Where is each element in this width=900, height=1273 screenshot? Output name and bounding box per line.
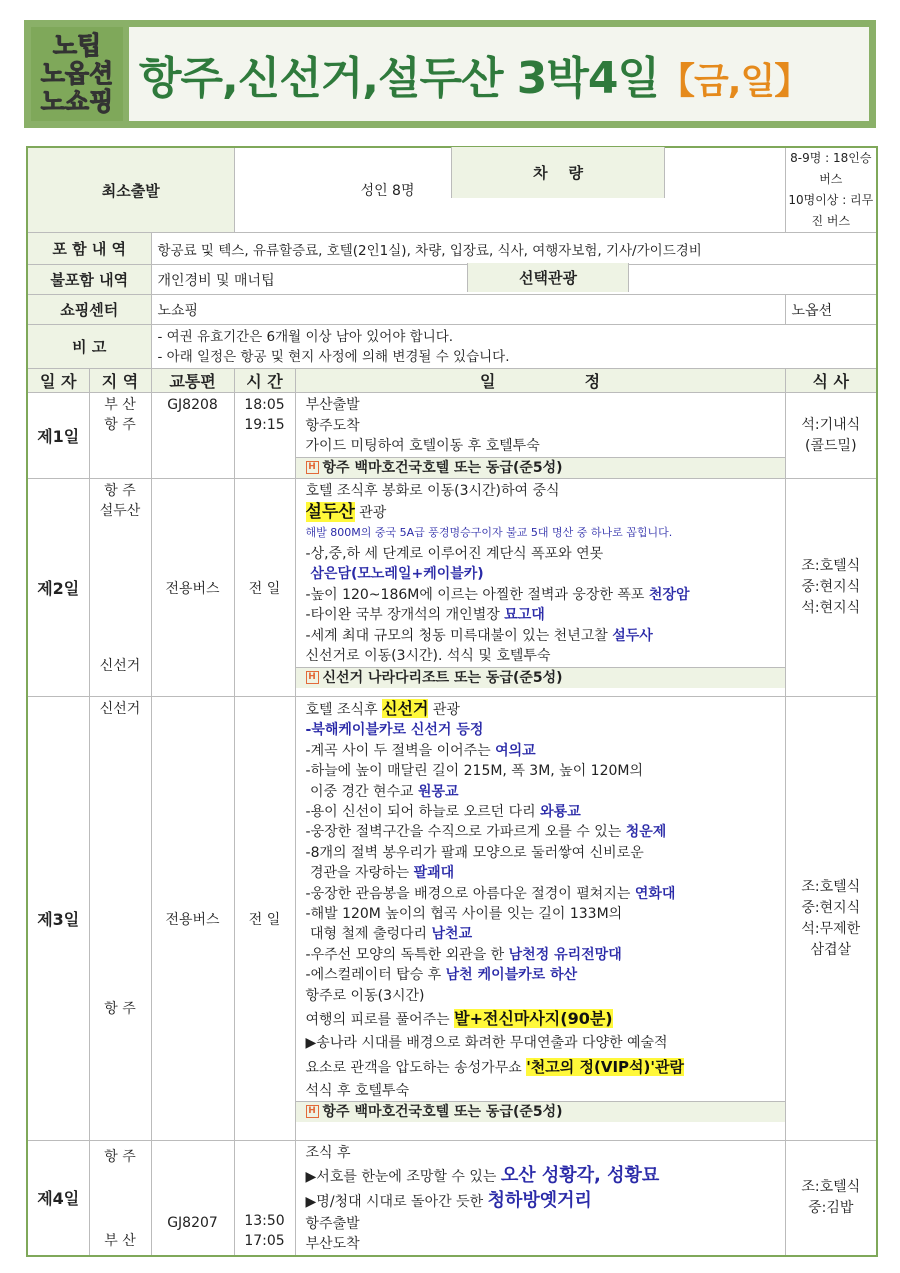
attraction: 남천 케이블카로 하산 (445, 967, 578, 984)
highlight: 설두산 (305, 501, 355, 522)
day2-row (27, 479, 877, 697)
schedule-line (306, 945, 779, 965)
schedule-line: 부산출발 (305, 397, 360, 413)
option-label: 선택관광 (467, 263, 629, 292)
attraction: 오산 성황각, 성황묘 (500, 1164, 660, 1186)
schedule-line (306, 802, 779, 822)
schedule-line (306, 884, 779, 904)
min-departure-text: 성인 8명 (360, 183, 415, 199)
attraction: 와룡교 (540, 804, 581, 821)
meal: 석:현지식 (801, 600, 861, 616)
hotel-name: 항주 백마호건국호텔 또는 동급(준5성) (322, 459, 563, 476)
time: 19:15 (244, 417, 285, 433)
note-line: - 아래 일정은 항공 및 현지 사정에 의해 변경될 수 있습니다. (157, 348, 510, 365)
region: 설두산 (99, 503, 141, 519)
col-transport: 교통편 (151, 369, 234, 393)
col-day: 일 자 (27, 369, 89, 393)
schedule-line: 항주도착 (305, 417, 360, 434)
col-region: 지 역 (89, 369, 151, 393)
schedule-line (306, 863, 779, 883)
region-cell (89, 393, 151, 479)
attraction: 청하방옛거리 (487, 1189, 592, 1211)
meal: (콜드밀) (805, 437, 857, 454)
include-label: 포 함 내 역 (27, 233, 151, 265)
schedule-line: -하늘에 높이 매달린 길이 215M, 폭 3M, 높이 120M의 (305, 763, 644, 780)
meal: 석:기내식 (801, 416, 861, 433)
highlight: 신선거 (382, 699, 429, 718)
schedule-cell (295, 479, 785, 697)
meal: 조:호텔식 (801, 558, 861, 574)
schedule-line: 가이드 미팅하여 호텔이동 후 호텔투숙 (305, 438, 540, 454)
schedule-line: 해발 800M의 중국 5A급 풍경명승구이자 불교 5대 명산 중 하나로 꼽힙니다. (305, 526, 673, 539)
note-label: 비 고 (27, 325, 151, 369)
schedule-cell (295, 697, 785, 1141)
text: 관광 (354, 504, 387, 521)
meal: 중:현지식 (801, 899, 861, 916)
schedule-line (306, 1164, 779, 1189)
text: -용이 신선이 되어 하늘로 오르던 다리 (305, 804, 541, 821)
transport-cell: 전용버스 (151, 697, 234, 1141)
time: 18:05 (244, 397, 285, 413)
page-title (139, 42, 809, 106)
highlight: 발+전신마사지(90분) (454, 1009, 613, 1029)
text: ▶명/청대 시대로 돌아간 듯한 (305, 1193, 488, 1210)
region-cell (89, 697, 151, 1141)
hotel-name: 항주 백마호건국호텔 또는 동급(준5성) (322, 1103, 563, 1120)
schedule-cell (295, 1141, 785, 1256)
vehicle-line: 8-9명 : 18인승 버스 (790, 151, 872, 186)
schedule-line: 호텔 조식후 봉화로 이동(3시간)하여 중식 (305, 483, 560, 499)
vehicle-detail (785, 147, 877, 233)
hotel-line (296, 1101, 785, 1122)
meal-cell (785, 697, 877, 1141)
region: 항 주 (104, 417, 136, 433)
schedule-line (306, 699, 779, 720)
schedule-line (306, 924, 779, 944)
schedule-line (306, 626, 779, 647)
title-panel (129, 27, 869, 121)
schedule-line: 부산도착 (305, 1236, 360, 1252)
attraction: 남천정 유리전망대 (508, 946, 622, 963)
attraction: 팔괘대 (413, 865, 455, 882)
schedule-line: 항주출발 (305, 1215, 360, 1232)
text: -웅장한 관음봉을 배경으로 아름다운 절경이 펼쳐지는 (305, 885, 635, 902)
transport-cell: GJ8208 (151, 393, 234, 479)
schedule-line (306, 965, 779, 985)
vehicle-line: 10명이상 : 리무진 버스 (788, 193, 874, 228)
attraction: 설두사 (612, 627, 653, 644)
badge-line: 노쇼핑 (40, 87, 114, 116)
itinerary-table (26, 146, 878, 1257)
day3-row (27, 697, 877, 1141)
include-value: 항공료 및 텍스, 유류할증료, 호텔(2인1실), 차량, 입장료, 식사, 여행자보험, 기사/가이드경비 (151, 233, 877, 265)
meal-cell (785, 393, 877, 479)
schedule-line: 항주로 이동(3시간) (305, 987, 425, 1004)
min-departure-label: 최소출발 (27, 147, 234, 233)
schedule-line (306, 782, 779, 802)
day1-row (27, 393, 877, 479)
schedule-cell (295, 393, 785, 479)
hotel-icon: H (306, 1105, 319, 1118)
col-time: 시 간 (234, 369, 295, 393)
hotel-name: 신선거 나라다리조트 또는 동급(준5성) (322, 669, 563, 686)
transport-cell: 전용버스 (151, 479, 234, 697)
schedule-line (306, 822, 779, 842)
region-cell (89, 1141, 151, 1256)
text: -타이완 국부 장개석의 개인별장 (305, 607, 505, 623)
title-text: 항주,신선거,설두산 3박4일 (139, 53, 660, 104)
text: 관광 (428, 702, 460, 718)
text: -세계 최대 규모의 청동 미륵대불이 있는 천년고찰 (305, 627, 613, 644)
region: 부 산 (104, 397, 136, 413)
attraction: 여의교 (495, 742, 536, 759)
meal-cell (785, 479, 877, 697)
exclude-label: 불포함 내역 (27, 265, 151, 295)
col-schedule: 일 정 (295, 369, 785, 393)
title-tag: 【금,일】 (659, 61, 810, 102)
region: 항 주 (104, 1149, 136, 1165)
schedule-line: ▶송나라 시대를 배경으로 화려한 무대연출과 다양한 예술적 (305, 1035, 668, 1052)
day4-row (27, 1141, 877, 1256)
meal: 석:무제한 (801, 920, 861, 937)
time-cell: 전 일 (234, 697, 295, 1141)
schedule-line: -8개의 절벽 봉우리가 팔괘 모양으로 둘러쌓여 신비로운 (305, 844, 644, 861)
time: 17:05 (244, 1232, 285, 1249)
day-label: 제2일 (27, 479, 89, 697)
schedule-line: 삼은담(모노레일+케이블카) (305, 566, 484, 582)
shopping-label: 쇼핑센터 (27, 295, 151, 325)
meal: 삼겹살 (810, 941, 852, 958)
day-label: 제3일 (27, 697, 89, 1141)
hotel-icon: H (306, 461, 319, 474)
schedule-line: 조식 후 (305, 1145, 351, 1161)
region: 항 주 (104, 483, 136, 499)
region: 부 산 (104, 1232, 136, 1249)
text: -에스컬레이터 탑승 후 (305, 967, 446, 984)
highlight: '천고의 정(VIP석)'관람 (526, 1057, 684, 1076)
attraction: 남천교 (431, 926, 473, 943)
text: 경관을 자랑하는 (305, 865, 414, 882)
schedule-line (306, 741, 779, 761)
schedule-line (306, 585, 779, 606)
text: 여행의 피로를 풀어주는 (305, 1012, 455, 1029)
hotel-line (296, 457, 785, 479)
badge-line: 노팁 (52, 31, 102, 60)
page-header (24, 20, 876, 128)
time: 13:50 (244, 1212, 285, 1229)
text: 호텔 조식후 (305, 702, 383, 718)
region: 신선거 (99, 701, 141, 717)
badge-line: 노옵션 (40, 59, 114, 88)
meal-cell (785, 1141, 877, 1256)
transport-cell: GJ8207 (151, 1141, 234, 1256)
schedule-line (306, 1006, 779, 1033)
text: -높이 120~186M에 이르는 아찔한 절벽과 웅장한 폭포 (305, 586, 649, 603)
schedule-line (306, 605, 779, 626)
text: -우주선 모양의 독특한 외관을 한 (305, 946, 509, 963)
schedule-line (306, 1189, 779, 1214)
time-cell: 전 일 (234, 479, 295, 697)
text: -계곡 사이 두 절벽을 이어주는 (305, 742, 496, 759)
text: 대형 철제 출렁다리 (305, 926, 432, 943)
meal: 중:현지식 (801, 579, 861, 595)
schedule-line (306, 502, 779, 524)
attraction: 원몽교 (418, 783, 459, 800)
text: 요소로 관객을 압도하는 송성가무쇼 (305, 1059, 527, 1076)
meal: 조:호텔식 (801, 878, 861, 895)
schedule-line: 석식 후 호텔투숙 (305, 1082, 410, 1099)
meal: 조:호텔식 (801, 1178, 861, 1195)
hotel-line (296, 667, 785, 689)
day-label: 제1일 (27, 393, 89, 479)
schedule-line: -해발 120M 높이의 협곡 사이를 잇는 길이 133M의 (305, 906, 623, 923)
col-meal: 식 사 (785, 369, 877, 393)
region: 항 주 (104, 1001, 136, 1017)
day-label: 제4일 (27, 1141, 89, 1256)
vehicle-label: 차 량 (451, 147, 665, 198)
shopping-text: 노쇼핑 (157, 302, 199, 319)
region-cell (89, 479, 151, 697)
text: -웅장한 절벽구간을 수직으로 가파르게 오를 수 있는 (305, 824, 626, 841)
shopping-value (151, 295, 785, 325)
note-line: - 여권 유효기간은 6개월 이상 남아 있어야 합니다. (157, 328, 454, 345)
region: 신선거 (99, 658, 141, 674)
attraction: 청운제 (625, 824, 667, 841)
schedule-line: -북해케이블카로 신선거 등정 (305, 722, 484, 739)
meal: 중:김밥 (808, 1199, 854, 1216)
no-tip-badge (31, 27, 123, 121)
note-value (151, 325, 877, 369)
attraction: 묘고대 (504, 607, 545, 623)
hotel-icon: H (306, 671, 319, 684)
exclude-value: 개인경비 및 매너팁 (151, 265, 877, 295)
time-cell (234, 393, 295, 479)
schedule-line (306, 1054, 779, 1081)
attraction: 천장암 (648, 586, 690, 603)
text: ▶서호를 한눈에 조망할 수 있는 (305, 1168, 501, 1185)
attraction: 연화대 (634, 885, 676, 902)
schedule-line: 신선거로 이동(3시간). 석식 및 호텔투숙 (305, 648, 551, 664)
schedule-line: -상,중,하 세 단계로 이루어진 계단식 폭포와 연못 (305, 545, 604, 562)
option-value: 노옵션 (785, 295, 877, 325)
time-cell (234, 1141, 295, 1256)
text: 이중 경간 현수교 (305, 783, 418, 800)
